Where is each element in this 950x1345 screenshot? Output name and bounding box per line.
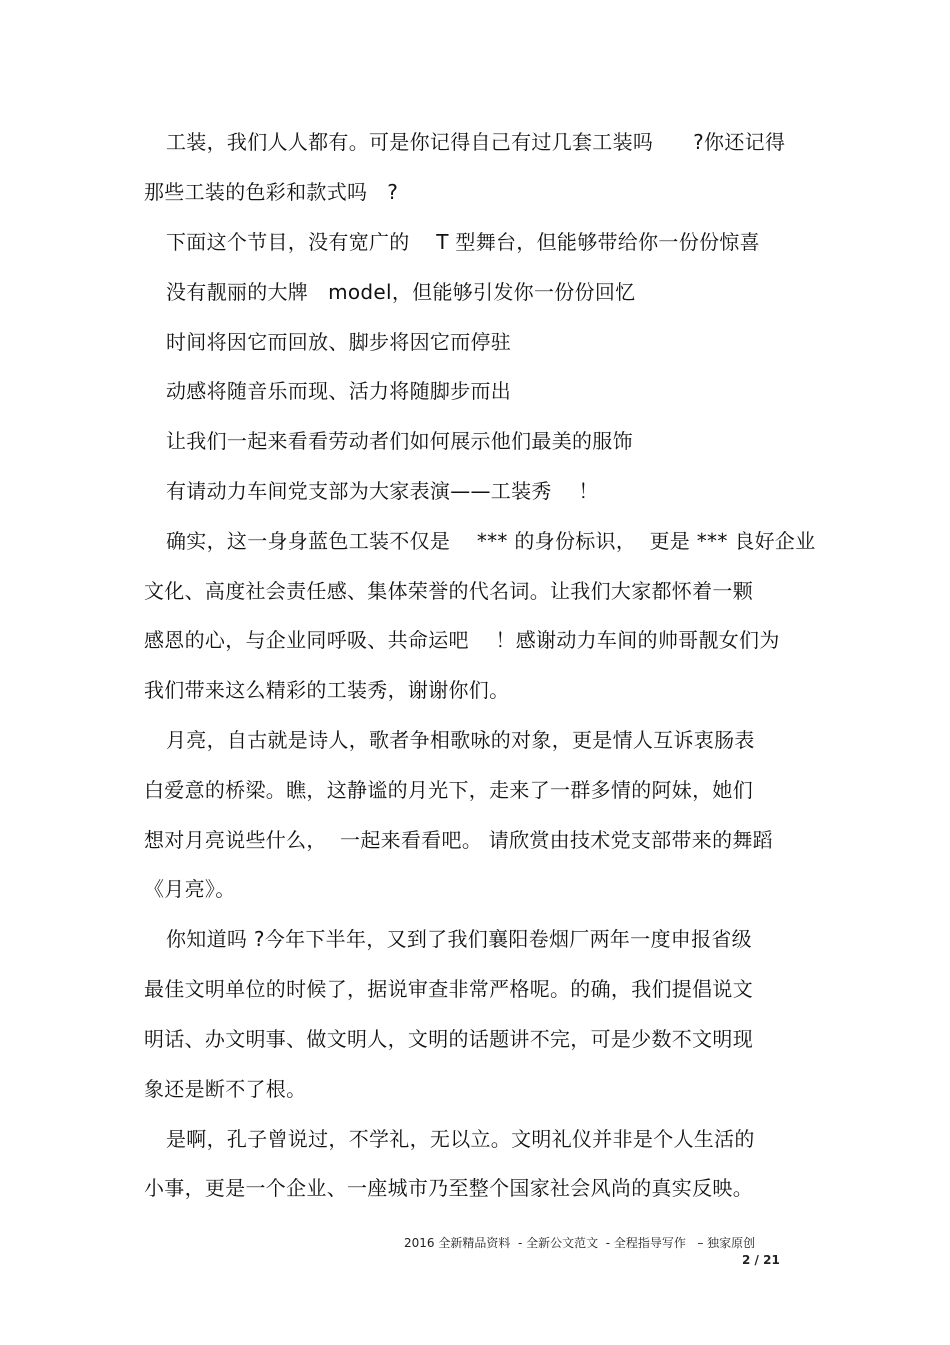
text-line: 确实，这一身身蓝色工装不仅是 *** 的身份标识， 更是 *** 良好企业	[166, 529, 816, 553]
text-line: 小事，更是一个企业、一座城市乃至整个国家社会风尚的真实反映。	[144, 1176, 753, 1200]
text-line: 工装，我们人人都有。可是你记得自己有过几套工装吗 ?你还记得	[166, 130, 786, 154]
text-line: 你知道吗 ?今年下半年，又到了我们襄阳卷烟厂两年一度申报省级	[166, 927, 752, 951]
text-line: 最佳文明单位的时候了，据说审查非常严格呢。的确，我们提倡说文	[144, 977, 753, 1001]
text-line: 没有靓丽的大牌 model，但能够引发你一份份回忆	[166, 280, 636, 304]
text-line: 那些工装的色彩和款式吗 ?	[144, 180, 399, 204]
text-line: 动感将随音乐而现、活力将随脚步而出	[166, 379, 512, 403]
footer-text: 2016 全新精品资料 - 全新公文范文 - 全程指导写作 – 独家原创	[404, 1236, 756, 1250]
text-line: 下面这个节目，没有宽广的 T 型舞台，但能够带给你一份份惊喜	[166, 230, 760, 254]
text-line: 月亮，自古就是诗人，歌者争相歌咏的对象，更是情人互诉衷肠表	[166, 728, 755, 752]
text-line: 让我们一起来看看劳动者们如何展示他们最美的服饰	[166, 429, 633, 453]
text-line: 《月亮》。	[144, 877, 236, 901]
text-line: 有请动力车间党支部为大家表演——工装秀 ！	[166, 479, 599, 503]
text-line: 我们带来这么精彩的工装秀，谢谢你们。	[144, 678, 510, 702]
text-line: 象还是断不了根。	[144, 1077, 307, 1101]
text-line: 想对月亮说些什么， 一起来看看吧。 请欣赏由技术党支部带来的舞蹈	[144, 828, 773, 852]
text-line: 感恩的心，与企业同呼吸、共命运吧 ！感谢动力车间的帅哥靓女们为	[144, 628, 780, 652]
text-line: 白爱意的桥梁。瞧，这静谧的月光下，走来了一群多情的阿妹，她们	[144, 778, 753, 802]
text-line: 文化、高度社会责任感、集体荣誉的代名词。让我们大家都怀着一颗	[144, 579, 753, 603]
text-line: 明话、办文明事、做文明人，文明的话题讲不完，可是少数不文明现	[144, 1027, 753, 1051]
page-number: 2 / 21	[742, 1253, 780, 1267]
text-line: 是啊，孔子曾说过，不学礼，无以立。文明礼仪并非是个人生活的	[166, 1127, 755, 1151]
text-line: 时间将因它而回放、脚步将因它而停驻	[166, 330, 512, 354]
